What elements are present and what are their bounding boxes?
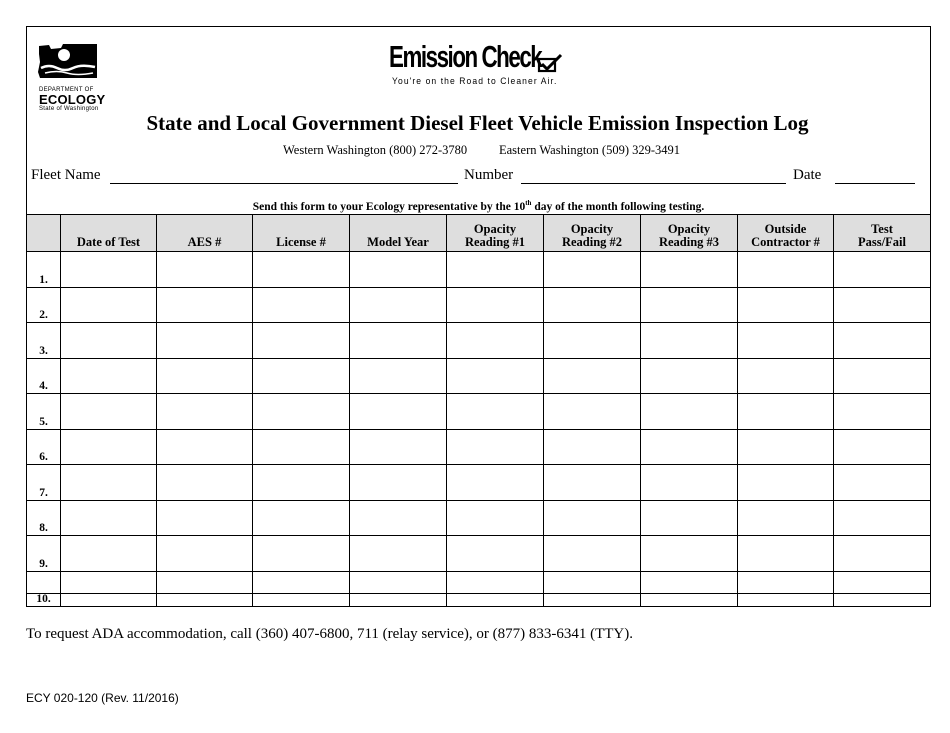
test-pass-fail-cell[interactable] (834, 571, 931, 607)
license-number-cell[interactable] (253, 429, 350, 465)
opacity-reading-3-cell[interactable] (641, 358, 738, 394)
model-year-header: Model Year (350, 215, 447, 252)
license-number-cell[interactable] (253, 323, 350, 359)
model-year-cell[interactable] (350, 465, 447, 501)
license-number-cell[interactable] (253, 536, 350, 572)
aes-number-cell[interactable] (157, 323, 253, 359)
outside-contractor-cell[interactable] (738, 571, 834, 607)
test-pass-fail-cell[interactable] (834, 287, 931, 323)
fleet-name-field[interactable] (110, 183, 458, 184)
date-of-test-cell[interactable] (61, 358, 157, 394)
model-year-cell[interactable] (350, 287, 447, 323)
table-header-row (27, 215, 931, 252)
submission-instructions (0, 199, 950, 213)
table-row (27, 429, 931, 465)
form-title: State and Local Government Diesel Fleet Vehicle Emission Inspection Log (146, 111, 809, 135)
row-number-header (27, 215, 61, 252)
date-of-test-cell[interactable] (61, 323, 157, 359)
license-number-cell[interactable] (253, 465, 350, 501)
ecology-state-label: State of Washington (39, 106, 99, 112)
aes-number-cell[interactable] (157, 429, 253, 465)
outside-contractor-cell[interactable] (738, 287, 834, 323)
table-row (27, 465, 931, 501)
license-number-cell[interactable] (253, 571, 350, 607)
sun-mark (58, 49, 70, 61)
opacity-reading-2-cell[interactable] (544, 536, 641, 572)
instructions-text-start: Send this form to your Ecology representative by the 10 (252, 200, 526, 213)
aes-number-cell[interactable] (157, 394, 253, 430)
date-of-test-cell[interactable] (61, 429, 157, 465)
license-number-cell[interactable] (253, 358, 350, 394)
ada-accommodation-note: To request ADA accommodation, call (360) 407-6800, 711 (relay service), or (877) 833-6341 (TTY). (26, 626, 633, 642)
outside-contractor-header: Outside Contractor # (738, 215, 834, 252)
test-pass-fail-cell[interactable] (834, 536, 931, 572)
opacity-reading-1-cell[interactable] (447, 536, 544, 572)
date-of-test-cell[interactable] (61, 465, 157, 501)
date-of-test-header: Date of Test (61, 215, 157, 252)
opacity-reading-1-cell[interactable] (447, 287, 544, 323)
opacity-reading-2-cell[interactable] (544, 287, 641, 323)
model-year-cell[interactable] (350, 571, 447, 607)
aes-number-cell[interactable] (157, 571, 253, 607)
opacity-reading-1-cell[interactable] (447, 429, 544, 465)
instructions-superscript: th (525, 199, 532, 207)
license-number-cell[interactable] (253, 394, 350, 430)
test-pass-fail-cell[interactable] (834, 358, 931, 394)
aes-number-cell[interactable] (157, 500, 253, 536)
row-number: 8. (27, 500, 61, 536)
emission-check-tagline: You're on the Road to Cleaner Air. (392, 76, 558, 87)
license-number-cell[interactable] (253, 500, 350, 536)
test-pass-fail-cell[interactable] (834, 323, 931, 359)
row-number: 4. (27, 358, 61, 394)
instructions-text-end: day of the month following testing. (531, 200, 705, 213)
model-year-cell[interactable] (350, 500, 447, 536)
table-body (27, 252, 931, 607)
date-field[interactable] (835, 183, 915, 184)
license-number-header: License # (253, 215, 350, 252)
row-number: 3. (27, 323, 61, 359)
western-washington-phone: Western Washington (800) 272-3780 (283, 143, 468, 157)
number-field[interactable] (521, 183, 786, 184)
opacity-reading-3-cell[interactable] (641, 465, 738, 501)
test-pass-fail-cell[interactable] (834, 429, 931, 465)
outside-contractor-cell[interactable] (738, 536, 834, 572)
inspection-log-table (26, 214, 931, 607)
aes-number-cell[interactable] (157, 465, 253, 501)
model-year-cell[interactable] (350, 394, 447, 430)
table-row (27, 323, 931, 359)
date-of-test-cell[interactable] (61, 287, 157, 323)
aes-number-cell[interactable] (157, 287, 253, 323)
row-number: 6. (27, 429, 61, 465)
aes-number-cell[interactable] (157, 536, 253, 572)
number-label: Number (464, 167, 514, 183)
aes-number-cell[interactable] (157, 358, 253, 394)
opacity-reading-1-cell[interactable] (447, 571, 544, 607)
opacity-reading-2-cell[interactable] (544, 358, 641, 394)
row-number: 2. (27, 287, 61, 323)
opacity-reading-1-cell[interactable] (447, 323, 544, 359)
opacity-reading-1-cell[interactable] (447, 358, 544, 394)
aes-number-cell[interactable] (157, 252, 253, 288)
opacity-reading-1-cell[interactable] (447, 465, 544, 501)
opacity-reading-3-cell[interactable] (641, 323, 738, 359)
opacity-reading-1-cell[interactable] (447, 500, 544, 536)
opacity-reading-3-cell[interactable] (641, 571, 738, 607)
opacity-reading-2-cell[interactable] (544, 500, 641, 536)
opacity-reading-2-cell[interactable] (544, 323, 641, 359)
model-year-cell[interactable] (350, 252, 447, 288)
table-row (27, 500, 931, 536)
date-of-test-cell[interactable] (61, 394, 157, 430)
row-number: 5. (27, 394, 61, 430)
date-of-test-cell[interactable] (61, 571, 157, 607)
opacity-reading-3-cell[interactable] (641, 287, 738, 323)
emission-check-brand: Emission Check (389, 39, 542, 74)
model-year-cell[interactable] (350, 429, 447, 465)
test-pass-fail-cell[interactable] (834, 465, 931, 501)
model-year-cell[interactable] (350, 323, 447, 359)
table-row (27, 571, 931, 607)
model-year-cell[interactable] (350, 536, 447, 572)
table-row (27, 536, 931, 572)
table-row (27, 252, 931, 288)
test-pass-fail-cell[interactable] (834, 500, 931, 536)
opacity-reading-1-header: Opacity Reading #1 (447, 215, 544, 252)
row-number: 10. (27, 571, 61, 607)
opacity-reading-3-cell[interactable] (641, 536, 738, 572)
eastern-washington-phone: Eastern Washington (509) 329-3491 (499, 143, 681, 157)
test-pass-fail-cell[interactable] (834, 394, 931, 430)
opacity-reading-2-cell[interactable] (544, 465, 641, 501)
form-number: ECY 020-120 (Rev. 11/2016) (26, 691, 179, 705)
opacity-reading-3-header: Opacity Reading #3 (641, 215, 738, 252)
ecology-name: ECOLOGY (39, 92, 106, 107)
emission-check-logo (389, 39, 600, 87)
date-label: Date (793, 167, 822, 183)
ecology-wordmark (39, 87, 105, 112)
opacity-reading-3-cell[interactable] (641, 252, 738, 288)
table-row (27, 287, 931, 323)
ecology-department-label: DEPARTMENT OF (39, 87, 94, 93)
opacity-reading-2-cell[interactable] (544, 571, 641, 607)
date-of-test-cell[interactable] (61, 500, 157, 536)
opacity-reading-3-cell[interactable] (641, 500, 738, 536)
outside-contractor-cell[interactable] (738, 394, 834, 430)
date-of-test-cell[interactable] (61, 252, 157, 288)
opacity-reading-2-cell[interactable] (544, 394, 641, 430)
opacity-reading-3-cell[interactable] (641, 429, 738, 465)
row-number: 1. (27, 252, 61, 288)
aes-number-header: AES # (157, 215, 253, 252)
outside-contractor-cell[interactable] (738, 358, 834, 394)
model-year-cell[interactable] (350, 358, 447, 394)
table-row (27, 394, 931, 430)
license-number-cell[interactable] (253, 252, 350, 288)
opacity-reading-3-cell[interactable] (641, 394, 738, 430)
date-of-test-cell[interactable] (61, 536, 157, 572)
test-pass-fail-header: Test Pass/Fail (834, 215, 931, 252)
opacity-reading-2-cell[interactable] (544, 429, 641, 465)
outside-contractor-cell[interactable] (738, 500, 834, 536)
row-number: 9. (27, 536, 61, 572)
license-number-cell[interactable] (253, 287, 350, 323)
test-pass-fail-cell[interactable] (834, 252, 931, 288)
outside-contractor-cell[interactable] (738, 465, 834, 501)
table-row (27, 358, 931, 394)
outside-contractor-cell[interactable] (738, 429, 834, 465)
fleet-name-label: Fleet Name (31, 167, 101, 183)
opacity-reading-1-cell[interactable] (447, 394, 544, 430)
outside-contractor-cell[interactable] (738, 323, 834, 359)
opacity-reading-2-cell[interactable] (544, 252, 641, 288)
opacity-reading-2-header: Opacity Reading #2 (544, 215, 641, 252)
opacity-reading-1-cell[interactable] (447, 252, 544, 288)
row-number: 7. (27, 465, 61, 501)
outside-contractor-cell[interactable] (738, 252, 834, 288)
checkbox-check-icon (537, 53, 563, 73)
